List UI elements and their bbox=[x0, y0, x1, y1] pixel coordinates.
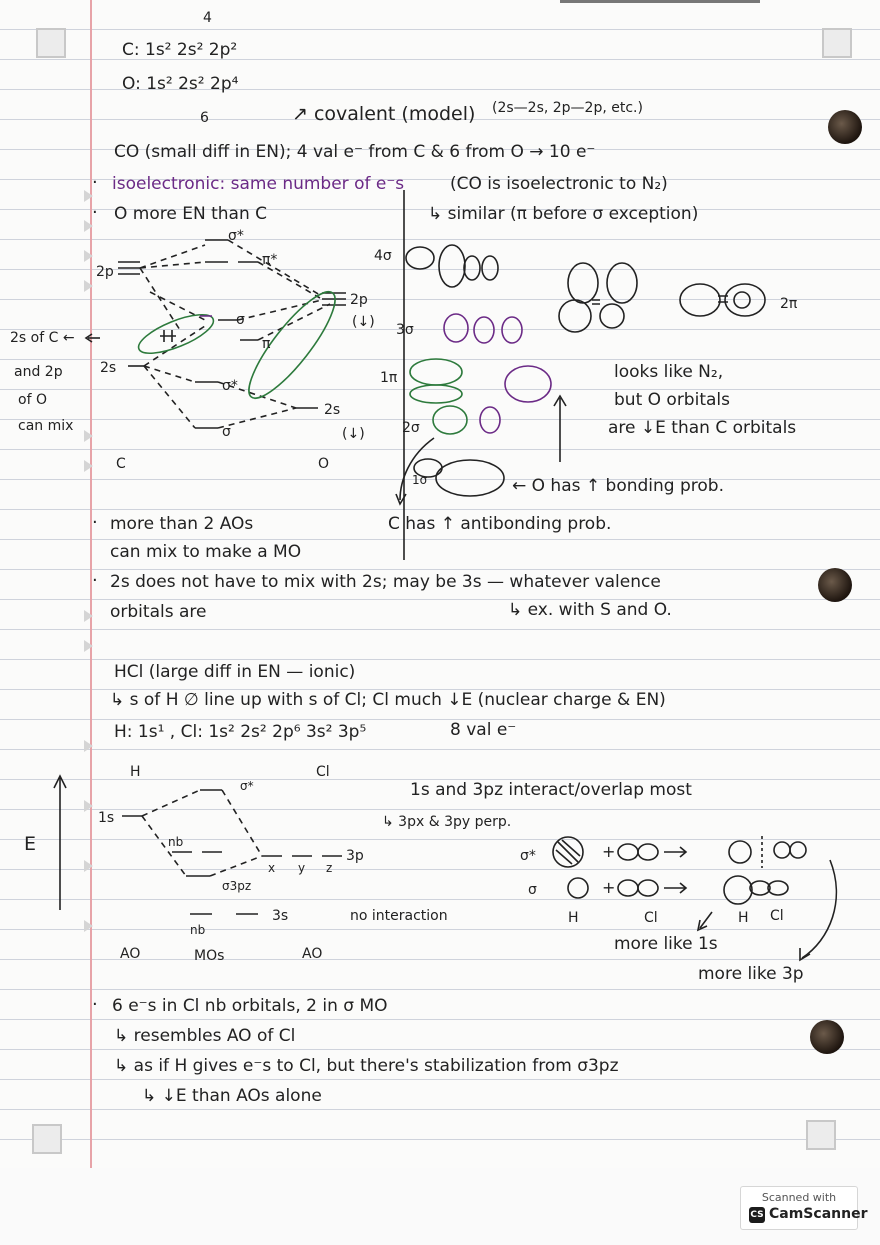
summary-line4: ↳ ↓E than AOs alone bbox=[142, 1086, 322, 1106]
summary-line1: 6 e⁻s in Cl nb orbitals, 2 in σ MO bbox=[112, 996, 388, 1016]
hcl-nb-bottom: nb bbox=[190, 923, 206, 937]
mo-label-2pi: 2π bbox=[780, 296, 798, 312]
bullet-icon: · bbox=[92, 512, 98, 533]
co-down-arrow-2s: (↓) bbox=[342, 426, 365, 442]
co-right-2s: 2s bbox=[324, 402, 341, 418]
hcl-h-1s: 1s bbox=[98, 810, 115, 826]
co-sigma-star-mid: σ* bbox=[222, 378, 238, 394]
camscanner-watermark bbox=[740, 1186, 868, 1230]
side-note-line: 2s of C ← bbox=[10, 330, 75, 346]
hcl-sigma-star: σ* bbox=[240, 779, 254, 793]
camscanner-logo-icon: CS bbox=[749, 1207, 765, 1223]
more-like-1s: more like 1s bbox=[614, 934, 718, 954]
bullet-icon: · bbox=[92, 994, 98, 1015]
co-left-2s: 2s bbox=[100, 360, 117, 376]
co-pi-mid: π bbox=[262, 336, 271, 352]
hcl-h-label: H bbox=[130, 764, 141, 780]
summary-line2: ↳ resembles AO of Cl bbox=[114, 1026, 296, 1046]
co-atom-c: C bbox=[116, 456, 126, 472]
col-ao-right: AO bbox=[302, 946, 323, 962]
o-more-en: O more EN than C bbox=[114, 204, 267, 224]
are-lower-energy: are ↓E than C orbitals bbox=[608, 418, 797, 438]
more-than-2-aos: more than 2 AOs bbox=[110, 514, 254, 534]
mo-label-1s: 1σ bbox=[412, 473, 428, 487]
not-2s-note: 2s does not have to mix with 2s; may be 3s — whatever valence bbox=[110, 572, 661, 592]
hcl-heading: HCl (large diff in EN — ionic) bbox=[114, 662, 356, 682]
co-sigma-mid: σ bbox=[236, 312, 245, 328]
hcl-3s: 3s bbox=[272, 908, 289, 924]
col-ao-left: AO bbox=[120, 946, 141, 962]
bullet-icon: · bbox=[92, 172, 98, 193]
more-like-3p: more like 3p bbox=[698, 964, 804, 984]
co-down-arrow-2p: (↓) bbox=[352, 314, 375, 330]
hcl-x: x bbox=[268, 861, 276, 875]
shape-h-label: H bbox=[568, 910, 579, 926]
hcl-val-electrons: 8 val e⁻ bbox=[450, 720, 517, 740]
co-right-2p: 2p bbox=[350, 292, 368, 308]
isoelectronic-note: (CO is isoelectronic to N₂) bbox=[450, 174, 668, 194]
but-o-orbitals: but O orbitals bbox=[614, 390, 730, 410]
mo-label-2s: 2σ bbox=[402, 420, 420, 436]
co-sigma-star-top: σ* bbox=[228, 228, 244, 244]
co-pi-star: π* bbox=[262, 252, 278, 268]
hcl-sigma3pz: σ3pz bbox=[222, 879, 252, 893]
hcl-config: H: 1s¹ , Cl: 1s² 2s² 2p⁶ 3s² 3p⁵ bbox=[114, 722, 367, 742]
shape-cl-label: Cl bbox=[644, 910, 658, 926]
can-mix-mo: can mix to make a MO bbox=[110, 542, 302, 562]
co-sigma-bottom: σ bbox=[222, 424, 231, 440]
summary-line3: ↳ as if H gives e⁻s to Cl, but there's stabilization from σ3pz bbox=[114, 1056, 619, 1076]
camscanner-brand: CamScanner bbox=[769, 1206, 868, 1222]
looks-like-n2: looks like N₂, bbox=[614, 362, 724, 382]
shape-sigma-label: σ bbox=[528, 882, 537, 898]
co-heading: CO (small diff in EN); 4 val e⁻ from C & 6 from O → 10 e⁻ bbox=[114, 142, 596, 162]
isoelectronic-definition: isoelectronic: same number of e⁻s bbox=[112, 174, 405, 194]
side-note-line: and 2p bbox=[14, 364, 63, 380]
shape-h2-label: H bbox=[738, 910, 749, 926]
example-s-and-o: ↳ ex. with S and O. bbox=[508, 600, 672, 620]
svg-text:+: + bbox=[602, 878, 616, 897]
c-antibonding-prob: C has ↑ antibonding prob. bbox=[388, 514, 612, 534]
hcl-cl-label: Cl bbox=[316, 764, 330, 780]
c-config: C: 1s² 2s² 2p² bbox=[122, 40, 238, 60]
hcl-y: y bbox=[298, 861, 306, 875]
svg-text:+: + bbox=[602, 842, 616, 861]
orbitals-are: orbitals are bbox=[110, 602, 207, 622]
co-left-2p: 2p bbox=[96, 264, 114, 280]
hcl-nb: nb bbox=[168, 835, 184, 849]
bullet-icon: · bbox=[92, 570, 98, 591]
covalent-note: (2s—2s, 2p—2p, etc.) bbox=[492, 100, 643, 116]
side-note-line: of O bbox=[18, 392, 47, 408]
valence-count-c: 4 bbox=[203, 10, 212, 26]
hcl-interact: 1s and 3pz interact/overlap most bbox=[410, 780, 692, 800]
hcl-perp: ↳ 3px & 3py perp. bbox=[382, 814, 512, 830]
covalent-model: ↗ covalent (model) bbox=[292, 103, 476, 125]
hcl-3p: 3p bbox=[346, 848, 364, 864]
hcl-no-interaction: no interaction bbox=[350, 908, 448, 924]
scanned-with-text: Scanned with bbox=[761, 1191, 837, 1204]
hcl-line1: ↳ s of H ∅ line up with s of Cl; Cl much ↓E (nuclear charge & EN) bbox=[110, 690, 666, 710]
mo-label-4s: 4σ bbox=[374, 248, 392, 264]
similar-note: ↳ similar (π before σ exception) bbox=[428, 204, 699, 224]
side-note-line: can mix bbox=[18, 418, 74, 434]
hcl-z: z bbox=[326, 861, 333, 875]
valence-count-o: 6 bbox=[200, 110, 209, 126]
o-bonding-prob: ← O has ↑ bonding prob. bbox=[512, 476, 724, 496]
shape-cl2-label: Cl bbox=[770, 908, 784, 924]
mo-label-1pi: 1π bbox=[380, 370, 398, 386]
energy-axis-label: E bbox=[24, 833, 37, 855]
col-mos: MOs bbox=[194, 948, 225, 964]
shape-sigma-star-label: σ* bbox=[520, 848, 536, 864]
bullet-icon: · bbox=[92, 202, 98, 223]
o-config: O: 1s² 2s² 2p⁴ bbox=[122, 74, 239, 94]
co-atom-o: O bbox=[318, 456, 330, 472]
mo-label-3s: 3σ bbox=[396, 322, 414, 338]
